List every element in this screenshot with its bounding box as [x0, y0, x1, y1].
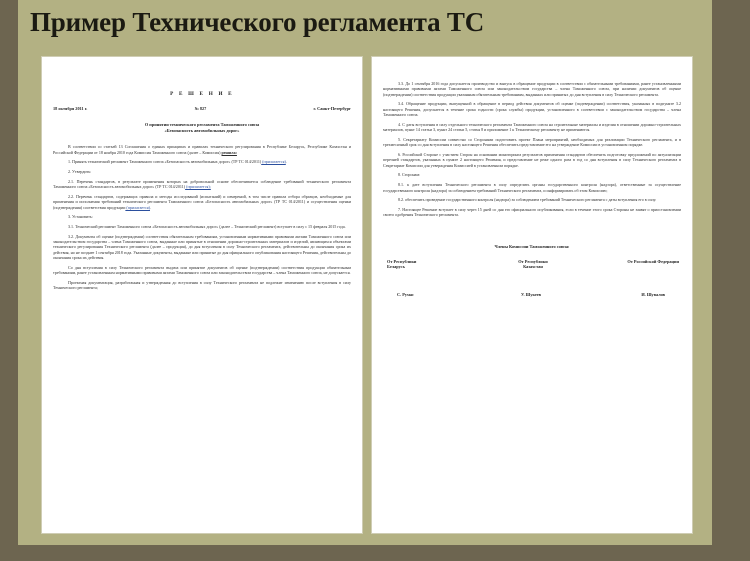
document-clause-text: 2. Утвердить: [68, 169, 92, 174]
document-clause-text: 3. Установить: [68, 214, 93, 220]
document-clause-text: 8. Сторонам: [398, 172, 421, 178]
document-clause-text: 8.1. к дате вступления Технического регламента в силу определить органы государственного контроля (надзора), ответственные за осуществление государственного контроля (надзора) за соблюдением требований Технического регламента, и информировать об этом Комиссию; [383, 182, 681, 193]
document-clause-text: 3.1. Технический регламент Таможенного союза «Безопасность автомобильных дорог» (далее – Технический регламент) вступает в силу с 15 февраля 2015 года. [68, 223, 346, 229]
document-clause [53, 224, 351, 229]
left-edge-band [0, 0, 18, 561]
document-subject-line1: О принятии технического регламента Таможенного союза [144, 122, 260, 127]
document-clause [53, 159, 351, 164]
document-clause-text: 3.4. Обращение продукции, выпущенной в обращение в период действия документов об оценке (подтверждении) соответствия, указанных в подпункте 3.2 настоящего Решения, допускается в течение срока годности (срока службы) продукции, установленного в соответствии с законодательством государства – члена Таможенного союза. [383, 101, 681, 118]
signature-name-russia: И. Шувалов [641, 291, 665, 297]
document-right-body [383, 67, 681, 527]
document-clause [383, 172, 681, 177]
document-meta-row [53, 106, 351, 111]
signature-name-belarus: С. Румас [397, 291, 414, 297]
signature-names-row [383, 292, 681, 298]
attachment-link[interactable]: (прилагается) [125, 204, 150, 210]
document-right-items [383, 81, 681, 218]
document-clause-text: 3.2. Документы об оценке (подтверждении) соответствия обязательным требованиям, установленным нормативными правовыми актами Таможенного союза или законодательством государства – члена Таможенного союза, выданные или принятые в отношении дорожно-строительных материалов и изделий, являющихся объектами технического регулирования Технического регламента (далее – продукция), до дня вступления в силу Технического регламента, действительны до окончания срока их действия, но не позднее 1 сентября 2018 года. Указанные документы, выданные или принятые до дня официального опубликования настоящего Решения, действительны до окончания срока их действия. [53, 233, 351, 261]
document-clause [383, 207, 681, 218]
document-clause-text: Со дня вступления в силу Технического регламента выдача или принятие документов об оценке (подтверждении) соответствия продукции обязательным требованиям, ранее установленным нормативными правовыми актами Таможенного союза или законодательством государства – члена Таможенного союза, не допускается. [53, 264, 351, 276]
right-edge-band [712, 0, 750, 561]
document-clause [383, 122, 681, 133]
signature-role-kazakhstan-line1: От Республики [518, 258, 548, 264]
lead-paragraph [53, 144, 351, 155]
attachment-link[interactable]: (прилагается) [261, 159, 286, 165]
document-clause-tail: . [285, 159, 287, 165]
document-heading: Р Е Ш Е Н И Е [170, 91, 234, 97]
signature-role-belarus-line1: От Республики [387, 258, 417, 264]
signature-name-kazakhstan: У. Шукеев [521, 291, 541, 297]
document-clause [53, 265, 351, 276]
document-clause-text: 1. Принять технический регламент Таможенного союза «Безопасность автомобильных дорог» (ТР ТС 014/2011) [68, 159, 262, 165]
document-clause-text: 4. С даты вступления в силу отдельного технического регламента Таможенного союза на строительные материалы и изделия в отношении дорожно-строительных материалов, пункт 14 статьи 3, пункт 24 статьи 5, статья 8 и приложение 1 к Техническому регламенту не применяются. [383, 121, 681, 133]
document-clause [383, 152, 681, 168]
document-clause [383, 182, 681, 193]
attachment-link[interactable]: (прилагается); [185, 184, 211, 190]
document-clause [383, 137, 681, 148]
document-date: 18 октября 2011 г. [53, 106, 88, 111]
document-clause [383, 197, 681, 202]
document-subject-line2: «Безопасность автомобильных дорог» [164, 127, 240, 133]
page-title: Пример Технического регламента ТС [30, 7, 485, 37]
document-clause-text: 5. Секретариату Комиссии совместно со Сторонами подготовить проект Плана мероприятий, необходимых для реализации Технического регламента, и в трехмесячный срок со дня вступления в силу настоящего Решения обеспечить представление его на утверждение Комиссии в установленном порядке. [383, 136, 681, 148]
signature-role-kazakhstan [484, 259, 581, 270]
document-clause [53, 179, 351, 190]
signature-role-russia-line1: От Российской Федерации [627, 258, 679, 264]
document-number: № 827 [194, 106, 207, 111]
bottom-edge-band [0, 545, 712, 561]
document-clause-tail: . [149, 204, 151, 210]
document-clause-text: 6. Российской Стороне с участием Сторон на основании мониторинга результатов применения стандартов обеспечить подготовку предложений по актуализации перечней стандартов, указанных в пункте 2 настоящего Решения, и представление не реже одного раза в год со дня вступления в силу Технического регламента в Секретариат Комиссии для утверждения Комиссией в установленном порядке. [383, 152, 681, 168]
lead-paragraph-tail: решила: [221, 149, 237, 155]
document-clause-text: 2.2. Перечень стандартов, содержащих правила и методы исследований (испытаний) и измерений, в том числе правила отбора образцов, необходимые для применения и исполнения требований технического регламента Таможенного союза «Безопасность автомобильных дорог» (ТР ТС 014/2011) и осуществления оценки (подтверждения) соответствия продукции [53, 193, 351, 210]
signature-role-belarus [383, 259, 484, 270]
document-left-items [53, 159, 351, 290]
lead-paragraph-text: В соответствии со статьей 13 Соглашения о единых принципах и правилах технического регулирования в Республике Беларусь, Республике Казахстан и Российской Федерации от 18 ноября 2010 года Комиссия Таможенного союза (далее – Комиссия) [53, 144, 351, 155]
document-page-left [42, 57, 362, 533]
document-clause-text: 7. Настоящее Решение вступает в силу через 15 дней со дня его официального опубликования, если в течение этого срока Стороны не заявят о приостановлении своего одобрения Технического регламента. [383, 206, 681, 218]
document-clause [53, 169, 351, 174]
signature-role-russia [582, 259, 681, 270]
document-clause-text: 8.2. обеспечить проведение государственного контроля (надзора) за соблюдением требований Технического регламента с даты вступления его в силу. [398, 197, 657, 203]
signature-roles-row [383, 259, 681, 270]
signature-block-title: Члены Комиссии Таможенного союза: [494, 243, 570, 249]
document-page-right [372, 57, 692, 533]
document-clause [53, 280, 351, 291]
document-clause-text: Проектная документация, разработанная и утвержденная до вступления в силу Технического регламента не подлежит изменению после вступления в силу Технического регламента; [53, 279, 351, 291]
document-clause-text: 2.1. Перечень стандартов, в результате применения которых на добровольной основе обеспечивается соблюдение требований технического регламента Таможенного союза «Безопасность автомобильных дорог» (ТР ТС 014/2011) [53, 178, 351, 190]
document-clause-text: 3.3. До 1 сентября 2016 года допускается производство и выпуск в обращение продукции в соответствии с обязательными требованиями, ранее установленными нормативными правовыми актами Таможенного союза или законодательством государства – члена Таможенного союза, при наличии документов об оценке (подтверждении) соответствия продукции указанным обязательным требованиям, выданных или принятых до дня вступления в силу Технического регламента. [383, 81, 681, 97]
signature-role-belarus-line2: Беларусь [387, 264, 405, 270]
document-clause [53, 234, 351, 261]
document-city: г. Санкт-Петербург [313, 106, 351, 111]
document-left-body [53, 67, 351, 527]
signature-role-kazakhstan-line2: Казахстан [523, 264, 543, 270]
document-clause [53, 194, 351, 210]
document-clause [383, 101, 681, 117]
bottom-right-block [712, 512, 750, 561]
document-clause [53, 214, 351, 219]
document-clause [383, 81, 681, 97]
document-subject [67, 122, 337, 133]
